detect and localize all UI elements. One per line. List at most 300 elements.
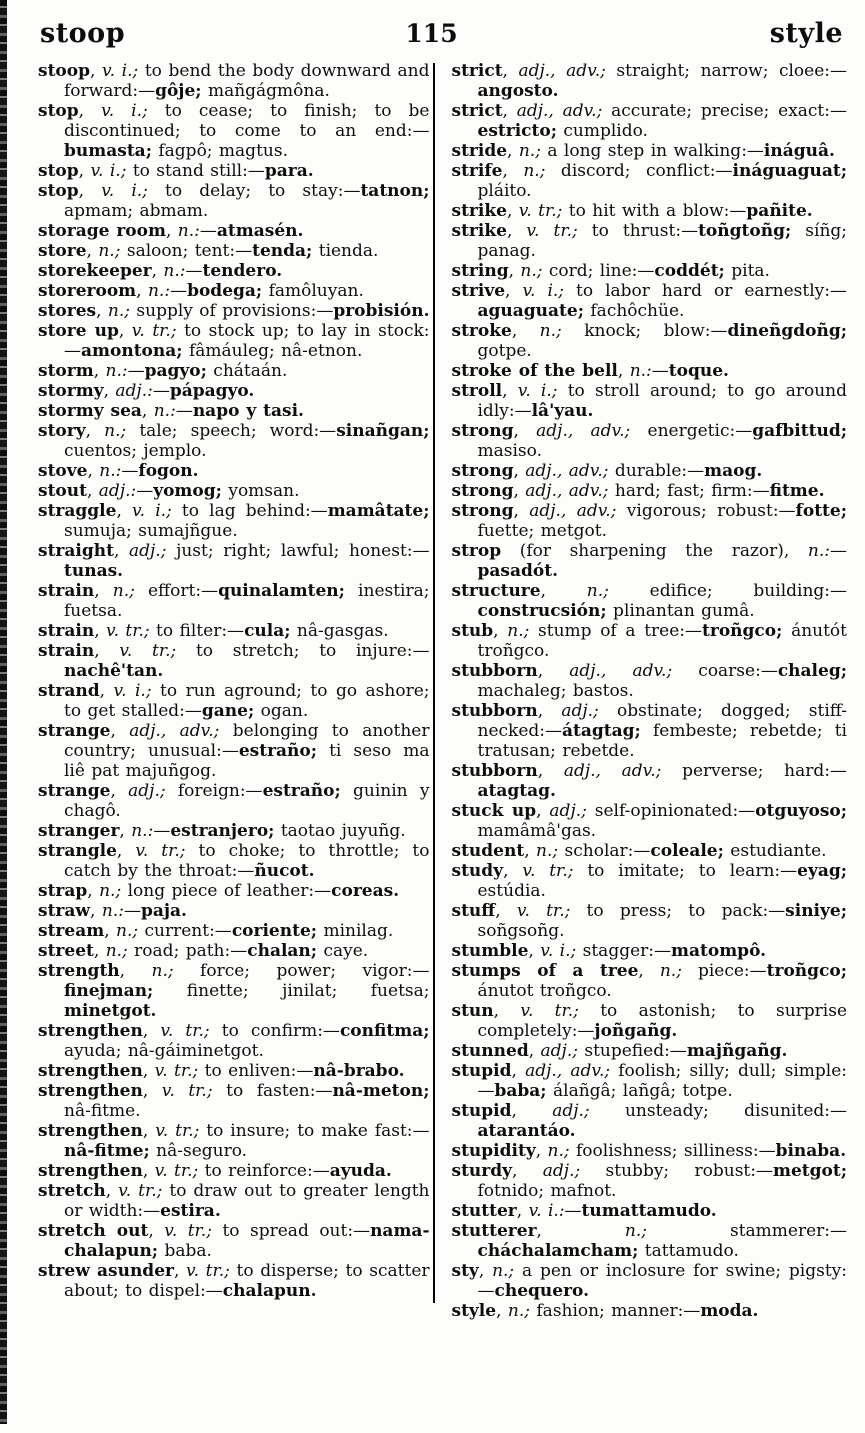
definition-text: nâ-gasgas. xyxy=(290,621,389,641)
part-of-speech-label: v. i.; xyxy=(90,161,127,181)
entry-headword: strain xyxy=(38,581,95,601)
definition-text: , xyxy=(142,1121,156,1141)
translation-term: napo y tasi. xyxy=(192,401,304,421)
part-of-speech-label: adj., adv.; xyxy=(525,461,609,481)
translation-term: pasadót. xyxy=(477,561,558,581)
definition-text: to choke; to throttle; to catch by the throat:— xyxy=(64,841,430,881)
definition-text: ánutót troñgco. xyxy=(477,621,847,661)
definition-text: foolish; silly; dull; simple:— xyxy=(477,1061,847,1101)
translation-term: estraño; xyxy=(262,781,341,801)
translation-term: matompô. xyxy=(671,941,767,961)
part-of-speech-label: n.; xyxy=(104,421,127,441)
definition-text: gotpe. xyxy=(477,341,532,361)
part-of-speech-label: n.: xyxy=(105,361,128,381)
definition-text: to draw out to greater length or width:— xyxy=(64,1181,430,1221)
part-of-speech-label: n.; xyxy=(520,261,543,281)
translation-term: chalapun. xyxy=(222,1281,317,1301)
definition-text: , xyxy=(516,1201,529,1221)
dictionary-entry xyxy=(38,581,430,621)
part-of-speech-label: adj.: xyxy=(115,381,153,401)
definition-text: effort:— xyxy=(134,581,219,601)
definition-text: , xyxy=(508,261,521,281)
translation-term: nâ-meton; xyxy=(332,1081,430,1101)
dictionary-entry xyxy=(452,581,848,621)
entry-headword: strife xyxy=(451,161,503,181)
entry-headword: strop xyxy=(451,541,502,561)
definition-text: — xyxy=(651,361,669,381)
definition-text: guinin y chagô. xyxy=(64,781,430,821)
entry-headword: student xyxy=(451,841,525,861)
part-of-speech-label: adj.; xyxy=(129,541,167,561)
definition-text: , xyxy=(94,641,120,661)
definition-text: to labor hard or earnestly:— xyxy=(564,281,847,301)
definition-text: , xyxy=(78,181,102,201)
definition-text: , xyxy=(511,1061,526,1081)
dictionary-entry xyxy=(452,481,848,501)
definition-text: foreign:— xyxy=(165,781,263,801)
dictionary-entry xyxy=(452,201,848,221)
dictionary-entry xyxy=(452,461,848,481)
definition-text: , xyxy=(90,61,103,81)
definition-text: , xyxy=(537,761,564,781)
definition-text: chátaán. xyxy=(206,361,288,381)
definition-text: perverse; hard:— xyxy=(661,761,847,781)
translation-term: minetgot. xyxy=(64,1001,157,1021)
part-of-speech-label: n.; xyxy=(518,141,541,161)
definition-text: belonging to another country; unusual:— xyxy=(64,721,430,761)
dictionary-entry xyxy=(452,541,848,581)
definition-text: , xyxy=(148,1221,165,1241)
translation-term: bodega; xyxy=(187,281,263,301)
entry-headword: study xyxy=(451,861,504,881)
part-of-speech-label: v. tr.; xyxy=(154,1061,199,1081)
entry-headword: stunned xyxy=(451,1041,529,1061)
translation-term: sinañgan; xyxy=(336,421,430,441)
dictionary-entry xyxy=(38,881,430,901)
entry-headword: strong xyxy=(451,461,514,481)
definition-text: apmam; abmam. xyxy=(64,201,209,221)
part-of-speech-label: n.: xyxy=(177,221,200,241)
entry-headword: style xyxy=(451,1301,497,1321)
definition-text: — xyxy=(121,461,139,481)
translation-term: nâ-brabo. xyxy=(313,1061,405,1081)
translation-term: tatnon; xyxy=(360,181,430,201)
entry-headword: stormy sea xyxy=(38,401,142,421)
part-of-speech-label: v. tr.; xyxy=(164,1221,212,1241)
translation-term: probisión. xyxy=(333,301,430,321)
part-of-speech-label: n.: xyxy=(99,461,122,481)
definition-text: , xyxy=(116,501,133,521)
dictionary-entry xyxy=(38,181,430,221)
dictionary-entry xyxy=(38,381,430,401)
translation-term: metgot; xyxy=(772,1161,847,1181)
dictionary-entry xyxy=(38,1161,430,1181)
translation-term: cháchalamcham; xyxy=(477,1241,639,1261)
definition-text: , xyxy=(119,961,152,981)
translation-term: chaleg; xyxy=(777,661,847,681)
definition-text: fachôchüe. xyxy=(583,301,685,321)
part-of-speech-label: v. i.; xyxy=(102,61,139,81)
definition-text: , xyxy=(85,421,105,441)
definition-text: estúdia. xyxy=(477,881,546,901)
definition-text: ánutot troñgco. xyxy=(477,981,612,1001)
entry-headword: strengthen xyxy=(38,1161,143,1181)
definition-text: soñgsoñg. xyxy=(477,921,565,941)
definition-text: , xyxy=(524,841,537,861)
definition-text: , xyxy=(493,1001,521,1021)
entry-headword: strengthen xyxy=(38,1081,143,1101)
definition-text: , xyxy=(537,661,570,681)
part-of-speech-label: adj., adv.; xyxy=(129,721,220,741)
definition-text: , xyxy=(90,901,102,921)
translation-term: coddét; xyxy=(654,261,725,281)
translation-term: nâ-fitme; xyxy=(64,1141,150,1161)
translation-term: pápagyo. xyxy=(169,381,255,401)
definition-text: , xyxy=(505,281,523,301)
definition-text: finette; jinilat; fuetsa; xyxy=(153,981,430,1001)
translation-term: moda. xyxy=(700,1301,759,1321)
entry-headword: stutter xyxy=(451,1201,517,1221)
definition-text: , xyxy=(87,461,100,481)
definition-text: stubby; robust:— xyxy=(580,1161,773,1181)
definition-text: , xyxy=(136,281,148,301)
definition-text: , xyxy=(507,141,519,161)
dictionary-entry xyxy=(452,1201,848,1221)
dictionary-entry xyxy=(38,721,430,781)
definition-text: — xyxy=(136,481,154,501)
dictionary-entry xyxy=(452,321,848,361)
translation-term: otguyoso; xyxy=(755,801,848,821)
part-of-speech-label: n.; xyxy=(539,321,562,341)
entry-headword: strong xyxy=(451,421,514,441)
translation-term: bumasta; xyxy=(64,141,152,161)
dictionary-entry xyxy=(452,381,848,421)
definition-text: minilag. xyxy=(317,921,394,941)
entry-headword: store up xyxy=(38,321,119,341)
definition-text: durable:— xyxy=(608,461,705,481)
dictionary-entry xyxy=(452,141,848,161)
part-of-speech-label: n.: xyxy=(807,541,830,561)
definition-text: , xyxy=(173,1261,187,1281)
definition-text: to cease; to finish; to be discontinued; to come to an end:— xyxy=(64,101,430,141)
part-of-speech-label: v. tr.; xyxy=(526,221,578,241)
dictionary-entry xyxy=(38,261,430,281)
part-of-speech-label: n.; xyxy=(536,841,559,861)
entry-headword: storm xyxy=(38,361,94,381)
definition-text: mañgágmôna. xyxy=(201,81,330,101)
part-of-speech-label: v. tr.; xyxy=(119,641,177,661)
translation-term: nama-chalapun; xyxy=(64,1221,430,1261)
part-of-speech-label: n.; xyxy=(105,941,128,961)
entry-headword: strong xyxy=(451,501,514,521)
definition-text: self-opinionated:— xyxy=(586,801,756,821)
dictionary-entry xyxy=(38,941,430,961)
definition-text: , xyxy=(142,1161,155,1181)
definition-text: to stock up; to lay in stock:— xyxy=(64,321,430,361)
entry-headword: stub xyxy=(451,621,494,641)
definition-text: sumuja; sumajñgue. xyxy=(64,521,238,541)
entry-headword: stupidity xyxy=(451,1141,536,1161)
entry-headword: straight xyxy=(38,541,114,561)
definition-text: to press; to pack:— xyxy=(570,901,786,921)
definition-text: síñg; panag. xyxy=(477,221,848,261)
dictionary-entry xyxy=(452,861,848,901)
definition-text: — xyxy=(175,401,193,421)
translation-term: mamâtate; xyxy=(327,501,430,521)
dictionary-entry xyxy=(452,701,848,761)
part-of-speech-label: n.: xyxy=(153,401,176,421)
definition-text: , xyxy=(528,941,541,961)
definition-text: to bend the body downward and forward:— xyxy=(64,61,430,101)
part-of-speech-label: adj., adv.; xyxy=(536,421,631,441)
definition-text: , xyxy=(78,101,102,121)
translation-term: quinalamten; xyxy=(218,581,345,601)
definition-text: fâmáuleg; nâ-etnon. xyxy=(182,341,363,361)
part-of-speech-label: n.; xyxy=(112,581,135,601)
part-of-speech-label: n.; xyxy=(624,1221,648,1241)
definition-text: , xyxy=(94,581,113,601)
definition-text: , xyxy=(540,581,587,601)
translation-term: pagyo; xyxy=(144,361,207,381)
definition-text: to hit with a blow:— xyxy=(562,201,747,221)
entry-headword: strive xyxy=(451,281,506,301)
part-of-speech-label: adj.; xyxy=(549,801,587,821)
definition-text: , xyxy=(141,401,154,421)
translation-term: angosto. xyxy=(477,81,559,101)
definition-text: famôluyan. xyxy=(262,281,364,301)
part-of-speech-label: adj., adv.; xyxy=(563,761,662,781)
definition-text: , xyxy=(110,781,129,801)
definition-text: — xyxy=(830,541,847,561)
entry-headword: sty xyxy=(451,1261,479,1281)
entry-headword: stun xyxy=(451,1001,494,1021)
definition-text: , xyxy=(96,301,108,321)
definition-text: , xyxy=(104,921,117,941)
translation-term: ñucot. xyxy=(254,861,315,881)
definition-text: , xyxy=(94,621,107,641)
part-of-speech-label: adj.; xyxy=(561,701,599,721)
definition-text: , xyxy=(617,361,630,381)
definition-text: plinantan gumâ. xyxy=(606,601,755,621)
part-of-speech-label: adj.; xyxy=(540,1041,578,1061)
entry-headword: strengthen xyxy=(38,1121,143,1141)
part-of-speech-label: v. tr.; xyxy=(518,201,563,221)
definition-text: , xyxy=(528,1041,541,1061)
dictionary-entry xyxy=(38,401,430,421)
entry-headword: stove xyxy=(38,461,88,481)
definition-text: to reinforce:— xyxy=(198,1161,330,1181)
entry-headword: store xyxy=(38,241,87,261)
part-of-speech-label: n.: xyxy=(147,281,171,301)
definition-text: tattamudo. xyxy=(638,1241,739,1261)
translation-term: confitma; xyxy=(339,1021,430,1041)
definition-text: , xyxy=(478,1261,493,1281)
dictionary-entry xyxy=(452,761,848,801)
definition-text: , xyxy=(502,161,524,181)
part-of-speech-label: v. tr.; xyxy=(155,1121,200,1141)
definition-text: ti seso ma liê pat majuñgog. xyxy=(64,741,430,781)
part-of-speech-label: v. tr.; xyxy=(131,321,177,341)
entry-headword: sturdy xyxy=(451,1161,513,1181)
dictionary-entry xyxy=(38,961,430,1021)
definition-text: supply of provisions:— xyxy=(130,301,334,321)
dictionary-entry xyxy=(452,61,848,101)
definition-text: inestira; fuetsa. xyxy=(64,581,430,621)
translation-term: estraño; xyxy=(238,741,318,761)
definition-text: ayuda; nâ-gáiminetgot. xyxy=(64,1041,264,1061)
definition-text: a pen or inclosure for swine; pigsty:— xyxy=(477,1261,847,1301)
part-of-speech-label: adj., adv.; xyxy=(529,501,617,521)
definition-text: coarse:— xyxy=(672,661,778,681)
definition-text: , xyxy=(87,881,100,901)
definition-text: , xyxy=(118,321,132,341)
entry-headword: stumps of a tree xyxy=(451,961,639,981)
translation-term: maog. xyxy=(704,461,763,481)
definition-text: road; path:— xyxy=(127,941,248,961)
translation-term: coreas. xyxy=(331,881,400,901)
part-of-speech-label: n.; xyxy=(151,961,174,981)
part-of-speech-label: adj., adv.; xyxy=(569,661,673,681)
definition-text: vigorous; robust:— xyxy=(616,501,796,521)
definition-text: piece:— xyxy=(681,961,767,981)
dictionary-entry xyxy=(38,101,430,161)
definition-text: — xyxy=(564,1201,582,1221)
entry-headword: stubborn xyxy=(451,701,538,721)
translation-term: estricto; xyxy=(477,121,557,141)
definition-text: , xyxy=(103,381,116,401)
entry-headword: stores xyxy=(38,301,97,321)
dictionary-entry xyxy=(38,541,430,581)
dictionary-entry xyxy=(452,221,848,261)
part-of-speech-label: v. i.; xyxy=(522,281,565,301)
entry-headword: stretch xyxy=(38,1181,106,1201)
entry-headword: stuck up xyxy=(451,801,537,821)
dictionary-entry xyxy=(38,481,430,501)
definition-text: , xyxy=(511,1101,553,1121)
part-of-speech-label: n.: xyxy=(163,261,186,281)
translation-term: coriente; xyxy=(231,921,318,941)
right-column xyxy=(452,61,848,1321)
translation-term: cula; xyxy=(244,621,291,641)
part-of-speech-label: v. tr.; xyxy=(520,1001,579,1021)
left-column xyxy=(38,61,430,1321)
part-of-speech-label: v. i.; xyxy=(517,381,558,401)
entry-headword: stormy xyxy=(38,381,104,401)
definition-text: pita. xyxy=(724,261,770,281)
entry-headword: stop xyxy=(38,101,79,121)
definition-text: fuette; metgot. xyxy=(477,521,608,541)
definition-text: cumplido. xyxy=(556,121,648,141)
dictionary-entry xyxy=(38,821,430,841)
translation-term: toñgtoñg; xyxy=(698,221,792,241)
definition-text: , xyxy=(165,221,178,241)
dictionary-entry xyxy=(38,781,430,821)
definition-text: (for sharpening the razor), xyxy=(501,541,808,561)
entry-headword: strike xyxy=(451,201,507,221)
entry-headword: straggle xyxy=(38,501,117,521)
dictionary-entry xyxy=(38,841,430,881)
translation-term: siniye; xyxy=(785,901,847,921)
dictionary-entry xyxy=(452,361,848,381)
dictionary-entry xyxy=(452,901,848,941)
definition-text: , xyxy=(513,481,526,501)
definition-text: tale; speech; word:— xyxy=(126,421,337,441)
entry-headword: storage room xyxy=(38,221,166,241)
part-of-speech-label: v. i.; xyxy=(540,941,577,961)
entry-headword: strand xyxy=(38,681,100,701)
translation-term: tunas. xyxy=(64,561,124,581)
entry-headword: strike xyxy=(451,221,507,241)
part-of-speech-label: n.: xyxy=(101,901,124,921)
part-of-speech-label: v. i.; xyxy=(101,181,148,201)
entry-headword: strength xyxy=(38,961,120,981)
definition-text: force; power; vigor:— xyxy=(173,961,430,981)
definition-text: stump of a tree:— xyxy=(529,621,703,641)
definition-text: to stand still:— xyxy=(126,161,265,181)
page-number: 115 xyxy=(405,19,458,48)
dictionary-entry xyxy=(38,321,430,361)
dictionary-entry xyxy=(38,641,430,681)
definition-text: , xyxy=(513,421,537,441)
dictionary-entry xyxy=(452,1161,848,1201)
dictionary-entry xyxy=(452,501,848,541)
translation-term: ináguâ. xyxy=(763,141,835,161)
definition-text: , xyxy=(502,381,518,401)
entry-headword: stout xyxy=(38,481,87,501)
part-of-speech-label: v. tr.; xyxy=(516,901,571,921)
dictionary-entry xyxy=(38,1261,430,1301)
translation-term: atarantáo. xyxy=(477,1121,576,1141)
entry-headword: strict xyxy=(451,61,503,81)
part-of-speech-label: n.; xyxy=(99,881,122,901)
dictionary-entry xyxy=(38,1121,430,1161)
definition-text: , xyxy=(537,701,562,721)
part-of-speech-label: v. i.; xyxy=(113,681,152,701)
dictionary-entry xyxy=(38,621,430,641)
definition-text: , xyxy=(113,541,130,561)
definition-text: baba. xyxy=(158,1241,212,1261)
part-of-speech-label: v. tr.; xyxy=(160,1021,210,1041)
part-of-speech-label: v. tr.; xyxy=(135,841,186,861)
translation-term: fitme. xyxy=(769,481,825,501)
entry-headword: stride xyxy=(451,141,508,161)
definition-text: a long step in walking:— xyxy=(540,141,764,161)
entry-headword: stuff xyxy=(451,901,496,921)
definition-text: unsteady; disunited:— xyxy=(589,1101,847,1121)
definition-text: , xyxy=(506,221,527,241)
part-of-speech-label: n.; xyxy=(107,301,131,321)
definition-text: energetic:— xyxy=(630,421,753,441)
definition-text: ogan. xyxy=(254,701,309,721)
dictionary-entry xyxy=(38,681,430,721)
translation-term: joñgañg. xyxy=(594,1021,678,1041)
dictionary-entry xyxy=(452,421,848,461)
dictionary-entry xyxy=(452,1141,848,1161)
part-of-speech-label: v. tr.; xyxy=(154,1161,199,1181)
definition-text: tienda. xyxy=(312,241,379,261)
definition-text: obstinate; dogged; stiff-necked:— xyxy=(477,701,847,741)
entry-headword: structure xyxy=(451,581,541,601)
definition-text: — xyxy=(199,221,217,241)
translation-term: troñgco; xyxy=(766,961,848,981)
translation-term: lâ'yau. xyxy=(531,401,594,421)
translation-term: fotte; xyxy=(795,501,847,521)
translation-term: fogon. xyxy=(138,461,199,481)
translation-term: majñgañg. xyxy=(686,1041,788,1061)
text-columns xyxy=(0,49,865,1321)
part-of-speech-label: n.; xyxy=(98,241,121,261)
entry-headword: strengthen xyxy=(38,1021,143,1041)
